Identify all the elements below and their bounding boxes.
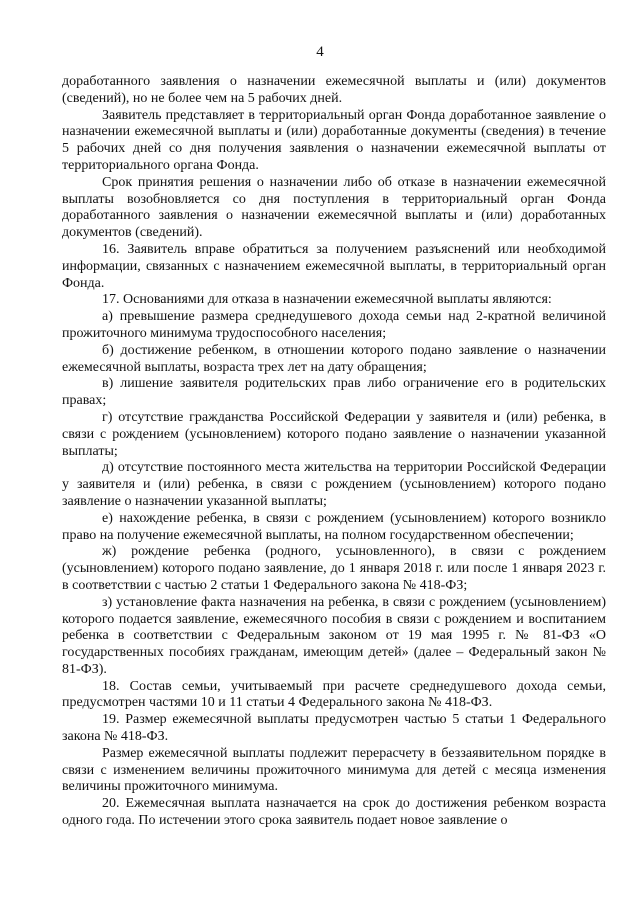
subitem-a: а) превышение размера среднедушевого дохода семьи над 2-кратной величиной прожиточного минимума трудоспособного населения;: [62, 309, 606, 341]
subitem-d: д) отсутствие постоянного места жительства на территории Российской Федерации у заявителя и (или) ребенка, в связи с рождением (усыновлением) которого подано заявление о назначении указанной выплаты;: [62, 460, 606, 509]
paragraph-item-17: 17. Основаниями для отказа в назначении ежемесячной выплаты являются:: [102, 292, 552, 308]
paragraph-item-20: 20. Ежемесячная выплата назначается на срок до достижения ребенком возраста одного года. По истечении этого срока заявитель подает новое заявление о: [62, 796, 606, 829]
subitem-v: в) лишение заявителя родительских прав либо ограничение его в родительских правах;: [62, 376, 606, 409]
subitem-z: з) установление факта назначения на ребенка, в связи с рождением (усыновлением) которого подается заявление, ежемесячного пособия в связи с рождением и воспитанием ребенка в соответствии с Федеральным законом от 19 мая 1995 г. № 81-ФЗ «О государственных пособиях гражданам, имеющим детей» (далее – Федеральный закон № 81-ФЗ).: [62, 594, 606, 677]
document-body: [62, 74, 606, 830]
subitem-e: е) нахождение ребенка, в связи с рождением (усыновлением) которого возникло право на получение ежемесячной выплаты, на полном государственном обеспечении;: [62, 510, 606, 543]
subitem-zh: ж) рождение ребенка (родного, усыновленного), в связи с рождением (усыновлением) которого подано заявление, до 1 января 2018 г. или после 1 января 2023 г. в соответствии с частью 2 статьи 1 Федерального закона № 418-ФЗ;: [62, 544, 606, 593]
paragraph: Заявитель представляет в территориальный орган Фонда доработанное заявление о назначении ежемесячной выплаты и (или) доработанные документы (сведения) в течение 5 рабочих дней со дня получения заявления о назначении ежемесячной выплаты от территориального органа Фонда.: [62, 107, 606, 173]
paragraph: доработанного заявления о назначении ежемесячной выплаты и (или) документов (сведений), но не более чем на 5 рабочих дней.: [62, 74, 606, 106]
paragraph: Размер ежемесячной выплаты подлежит перерасчету в беззаявительном порядке в связи с изменением величины прожиточного минимума для детей с месяца изменения величины прожиточного минимума.: [62, 745, 606, 795]
paragraph-item-19: 19. Размер ежемесячной выплаты предусмотрен частью 5 статьи 1 Федерального закона № 418-ФЗ.: [62, 712, 606, 745]
subitem-b: б) достижение ребенком, в отношении которого подано заявление о назначении ежемесячной выплаты, возраста трех лет на дату обращения;: [62, 342, 606, 375]
paragraph-item-16: 16. Заявитель вправе обратиться за получением разъяснений или необходимой информации, связанных с назначением ежемесячной выплаты, в территориальный орган Фонда.: [62, 241, 606, 291]
paragraph-item-18: 18. Состав семьи, учитываемый при расчете среднедушевого дохода семьи, предусмотрен частями 10 и 11 статьи 4 Федерального закона № 418-ФЗ.: [62, 678, 606, 711]
subitem-g: г) отсутствие гражданства Российской Федерации у заявителя и (или) ребенка, в связи с рождением (усыновлением) которого подано заявление о назначении указанной выплаты;: [62, 409, 606, 459]
page-number: 4: [316, 44, 324, 60]
paragraph: Срок принятия решения о назначении либо об отказе в назначении ежемесячной выплаты возобновляется со дня поступления в территориальный орган Фонда доработанного заявления о назначении ежемесячной выплаты и (или) доработанных документов (сведений).: [62, 174, 606, 241]
